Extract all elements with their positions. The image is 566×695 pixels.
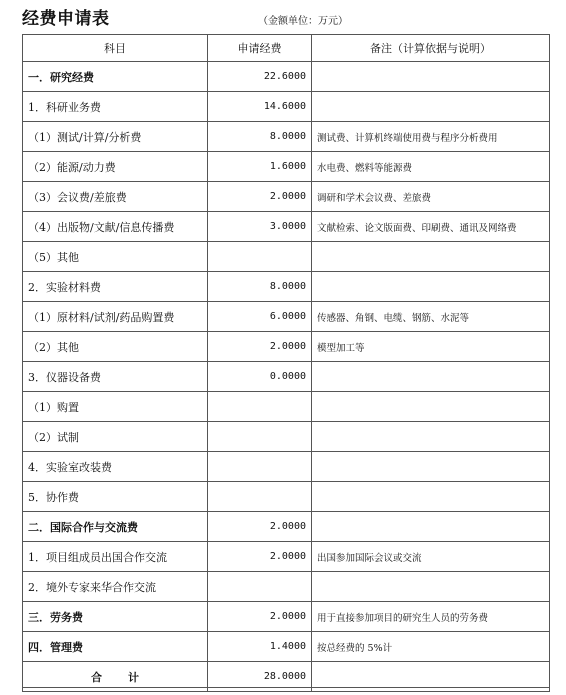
row-amount: [208, 572, 312, 602]
row-amount: 6.0000: [208, 302, 312, 332]
table-row: [23, 392, 550, 422]
row-subject: 四．管理费: [23, 632, 208, 662]
table-row: [23, 572, 550, 602]
table-row: [23, 542, 550, 572]
table-row: [23, 272, 550, 302]
table-row: [23, 632, 550, 662]
row-subject: （5）其他: [23, 242, 208, 272]
row-amount: 1.6000: [208, 152, 312, 182]
row-amount: 8.0000: [208, 272, 312, 302]
table-row: [23, 452, 550, 482]
table-row: [23, 122, 550, 152]
row-amount: 2.0000: [208, 542, 312, 572]
total-label: 合计: [23, 662, 208, 692]
table-row: [23, 362, 550, 392]
row-note: 测试费、计算机终端使用费与程序分析费用: [312, 122, 550, 152]
row-note: 传感器、角钢、电缆、钢筋、水泥等: [312, 302, 550, 332]
table-row: [23, 332, 550, 362]
row-subject: （2）能源/动力费: [23, 152, 208, 182]
row-note: 模型加工等: [312, 332, 550, 362]
row-note: [312, 242, 550, 272]
row-subject: 二．国际合作与交流费: [23, 512, 208, 542]
row-amount: [208, 482, 312, 512]
row-amount: [208, 452, 312, 482]
row-amount: 2.0000: [208, 182, 312, 212]
row-subject: 5．协作费: [23, 482, 208, 512]
row-note: 调研和学术会议费、差旅费: [312, 182, 550, 212]
table-header-row: [23, 35, 550, 62]
row-note: 出国参加国际会议或交流: [312, 542, 550, 572]
row-subject: 2．实验材料费: [23, 272, 208, 302]
row-subject: （1）原材料/试剂/药品购置费: [23, 302, 208, 332]
row-subject: （2）试制: [23, 422, 208, 452]
row-amount: 2.0000: [208, 512, 312, 542]
row-subject: （2）其他: [23, 332, 208, 362]
row-note: 水电费、燃料等能源费: [312, 152, 550, 182]
row-amount: 8.0000: [208, 122, 312, 152]
table-row: [23, 62, 550, 92]
column-header-amount: 申请经费: [208, 35, 312, 62]
table-row: [23, 602, 550, 632]
table-row: [23, 302, 550, 332]
row-note: [312, 92, 550, 122]
column-header-subject: 科目: [23, 35, 208, 62]
row-note: [312, 482, 550, 512]
row-subject: 一．研究经费: [23, 62, 208, 92]
row-subject: 2．境外专家来华合作交流: [23, 572, 208, 602]
table-body: [23, 62, 550, 662]
row-note: [312, 572, 550, 602]
row-amount: 0.0000: [208, 362, 312, 392]
row-amount: 3.0000: [208, 212, 312, 242]
row-amount: [208, 242, 312, 272]
table-row: [23, 482, 550, 512]
total-amount: 28.0000: [208, 662, 312, 692]
column-header-note: 备注（计算依据与说明）: [312, 35, 550, 62]
row-note: [312, 452, 550, 482]
row-amount: 2.0000: [208, 602, 312, 632]
table-row: [23, 512, 550, 542]
row-amount: 14.6000: [208, 92, 312, 122]
row-amount: [208, 422, 312, 452]
row-note: [312, 422, 550, 452]
row-subject: （1）测试/计算/分析费: [23, 122, 208, 152]
row-note: [312, 392, 550, 422]
table-row: [23, 212, 550, 242]
row-note: [312, 62, 550, 92]
row-note: [312, 512, 550, 542]
row-note: 文献检索、论文版面费、印刷费、通讯及网络费: [312, 212, 550, 242]
row-subject: 三．劳务费: [23, 602, 208, 632]
row-note: [312, 272, 550, 302]
row-subject: 1．科研业务费: [23, 92, 208, 122]
row-note: [312, 362, 550, 392]
row-subject: （4）出版物/文献/信息传播费: [23, 212, 208, 242]
row-note: 用于直接参加项目的研究生人员的劳务费: [312, 602, 550, 632]
row-subject: 3．仪器设备费: [23, 362, 208, 392]
row-amount: 1.4000: [208, 632, 312, 662]
table-row: [23, 92, 550, 122]
table-row: [23, 182, 550, 212]
row-subject: （3）会议费/差旅费: [23, 182, 208, 212]
row-note: 按总经费的 5%计: [312, 632, 550, 662]
amount-unit-note: （金额单位：万元）: [258, 16, 348, 27]
table-row: [23, 422, 550, 452]
title-bar: [0, 0, 566, 34]
row-amount: [208, 392, 312, 422]
page-title: 经费申请表: [22, 9, 110, 29]
budget-table: [22, 34, 550, 692]
table-row: [23, 242, 550, 272]
row-amount: 22.6000: [208, 62, 312, 92]
row-subject: 4．实验室改装费: [23, 452, 208, 482]
row-subject: 1．项目组成员出国合作交流: [23, 542, 208, 572]
table-row: [23, 152, 550, 182]
row-subject: （1）购置: [23, 392, 208, 422]
row-amount: 2.0000: [208, 332, 312, 362]
